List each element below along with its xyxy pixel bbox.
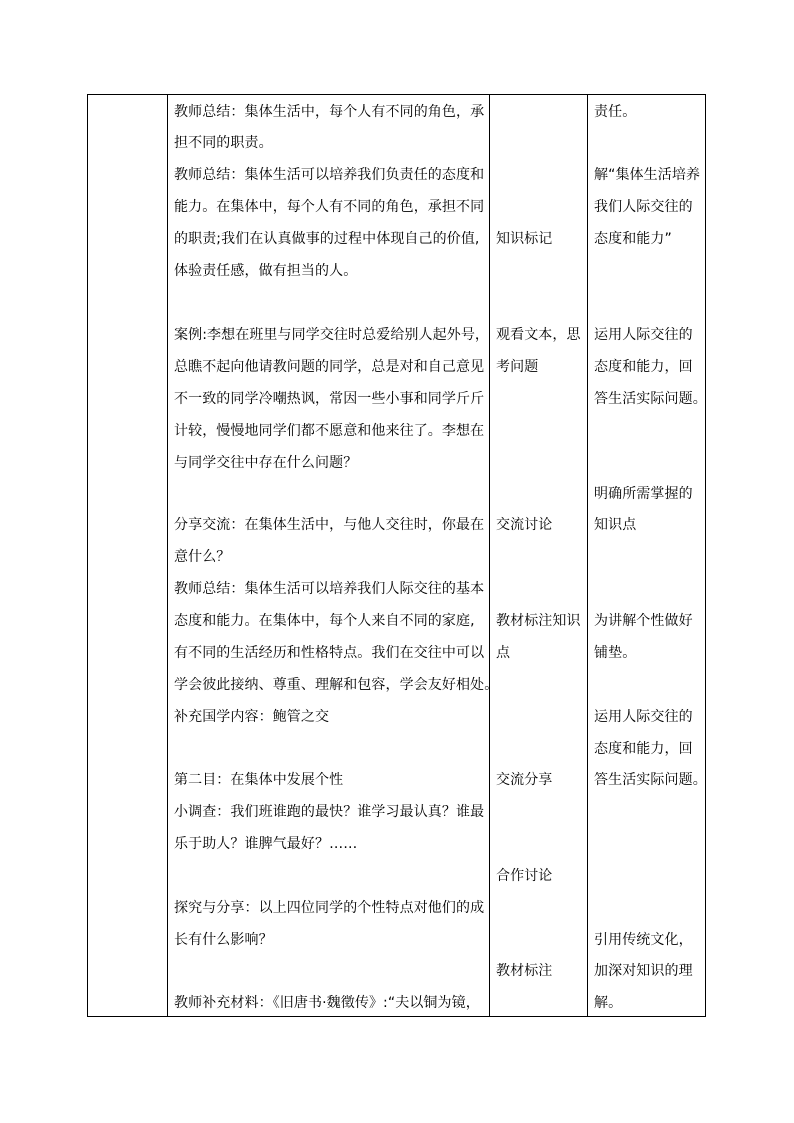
- intent-line: 我们人际交往的: [594, 199, 693, 215]
- content-line: 与同学交往中存在什么问题？: [174, 455, 358, 471]
- intent-line: 答生活实际问题。: [594, 772, 707, 788]
- intent-line: 解“集体生活培养: [594, 167, 701, 183]
- intent-line: 解。: [594, 995, 623, 1011]
- content-line: 教师总结：集体生活中，每个人有不同的角色，承: [174, 104, 485, 120]
- activity-line: 考问题: [496, 359, 539, 375]
- content-line: 学会彼此接纳、尊重、理解和包容，学会友好相处。: [174, 677, 499, 693]
- table-column-design-intent: [588, 95, 707, 1016]
- content-line: 长有什么影响？: [174, 932, 273, 948]
- intent-line: 态度和能力，回: [594, 359, 693, 375]
- content-line: 教师总结：集体生活可以培养我们人际交往的基本: [174, 581, 485, 597]
- table-column-student-activity: [490, 95, 588, 1016]
- content-line: 体验责任感，做有担当的人。: [174, 263, 358, 279]
- intent-line: 态度和能力，回: [594, 741, 693, 757]
- content-line: 担不同的职责。: [174, 135, 273, 151]
- content-line: 补充国学内容：鲍管之交: [174, 709, 330, 725]
- intent-line: 加深对知识的理: [594, 963, 693, 979]
- table-column-blank: [88, 95, 168, 1016]
- activity-line: 交流讨论: [496, 517, 553, 533]
- activity-line: 点: [496, 645, 511, 661]
- content-line: 乐于助人？谁脾气最好？……: [174, 836, 358, 852]
- content-line: 分享交流：在集体生活中，与他人交往时，你最在: [174, 517, 485, 533]
- content-line: 小调查：我们班谁跑的最快？谁学习最认真？谁最: [174, 804, 485, 820]
- intent-line: 责任。: [594, 104, 637, 120]
- activity-line: 教材标注知识: [496, 613, 581, 629]
- intent-line: 知识点: [594, 517, 637, 533]
- content-line: 计较，慢慢地同学们都不愿意和他来往了。李想在: [174, 423, 485, 439]
- intent-line: 为讲解个性做好: [594, 613, 693, 629]
- content-line: 意什么？: [174, 549, 231, 565]
- content-line: 第二目：在集体中发展个性: [174, 772, 344, 788]
- content-line: 态度和能力。在集体中，每个人来自不同的家庭,: [174, 613, 475, 629]
- content-line: 探究与分享：以上四位同学的个性特点对他们的成: [174, 900, 485, 916]
- activity-line: 教材标注: [496, 963, 553, 979]
- content-line: 能力。在集体中，每个人有不同的角色，承担不同: [174, 199, 485, 215]
- intent-line: 运用人际交往的: [594, 327, 693, 343]
- content-line: 案例:李想在班里与同学交往时总爱给别人起外号，: [174, 327, 490, 343]
- activity-line: 知识标记: [496, 231, 553, 247]
- content-line: 教师补充材料：《旧唐书·魏徵传》:“夫以铜为镜，: [174, 995, 480, 1011]
- intent-line: 铺垫。: [594, 645, 637, 661]
- intent-line: 明确所需掌握的: [594, 486, 693, 502]
- content-line: 教师总结：集体生活可以培养我们负责任的态度和: [174, 167, 485, 183]
- activity-line: 交流分享: [496, 772, 553, 788]
- activity-line: 观看文本，思: [496, 327, 581, 343]
- content-line: 有不同的生活经历和性格特点。我们在交往中可以: [174, 645, 485, 661]
- lesson-plan-table: [87, 94, 706, 1017]
- intent-line: 答生活实际问题。: [594, 391, 707, 407]
- intent-line: 态度和能力”: [594, 231, 672, 247]
- activity-line: 合作讨论: [496, 868, 553, 884]
- intent-line: 运用人际交往的: [594, 709, 693, 725]
- intent-line: 引用传统文化，: [594, 932, 693, 948]
- content-line: 的职责;我们在认真做事的过程中体现自己的价值,: [174, 231, 480, 247]
- content-line: 不一致的同学冷嘲热讽，常因一些小事和同学斤斤: [174, 391, 485, 407]
- content-line: 总瞧不起向他请教问题的同学，总是对和自己意见: [174, 359, 485, 375]
- table-column-teaching-content: [168, 95, 499, 1016]
